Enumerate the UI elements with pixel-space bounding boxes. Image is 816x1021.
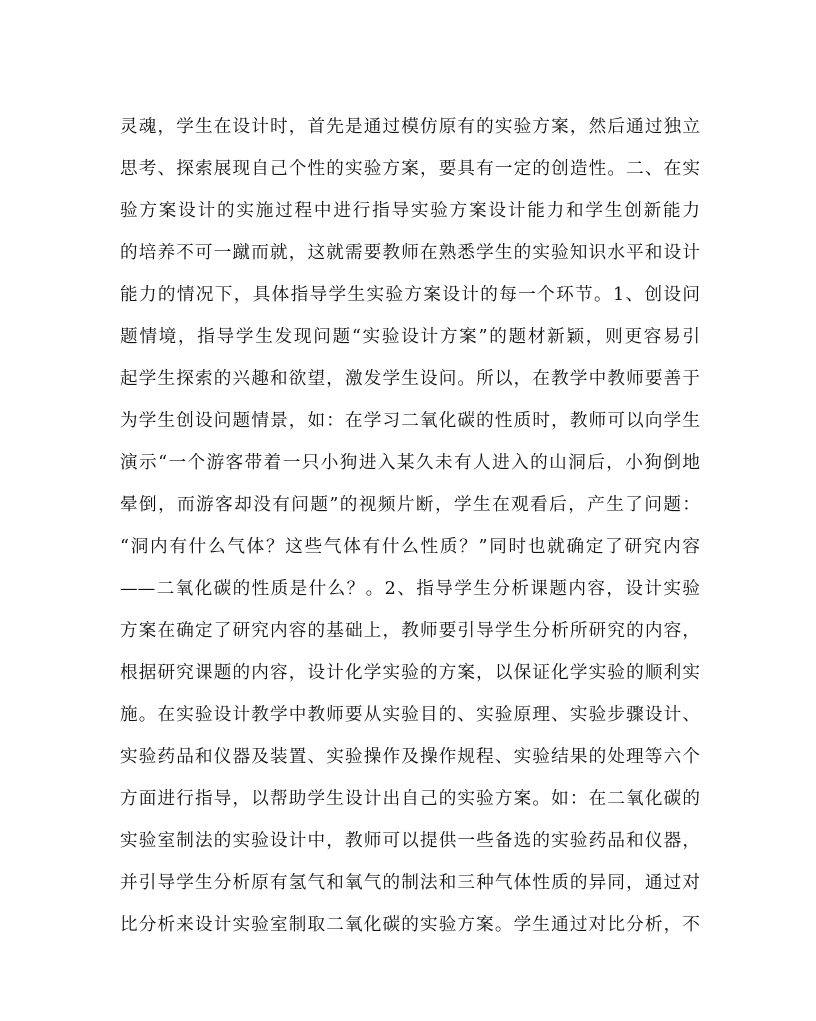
text-line: 演示“一个游客带着一只小狗进入某久未有人进入的山洞后，小狗倒地 [120, 453, 700, 473]
text-line: 的培养不可一蹴而就，这就需要教师在熟悉学生的实验知识水平和设计 [120, 243, 700, 263]
text-line: 并引导学生分析原有氢气和氧气的制法和三种气体性质的异同，通过对 [120, 873, 700, 893]
text-line: 方面进行指导，以帮助学生设计出自己的实验方案。如：在二氧化碳的 [120, 789, 700, 809]
text-line: 根据研究课题的内容，设计化学实验的方案，以保证化学实验的顺利实 [120, 663, 700, 683]
body-text [120, 106, 700, 946]
text-line: 为学生创设问题情景，如：在学习二氧化碳的性质时，教师可以向学生 [120, 411, 700, 431]
text-line: “洞内有什么气体？这些气体有什么性质？”同时也就确定了研究内容 [120, 537, 700, 557]
text-line: 灵魂，学生在设计时，首先是通过模仿原有的实验方案，然后通过独立 [120, 117, 700, 137]
text-line: 实验药品和仪器及装置、实验操作及操作规程、实验结果的处理等六个 [120, 747, 700, 767]
text-line: 方案在确定了研究内容的基础上，教师要引导学生分析所研究的内容， [120, 621, 700, 641]
text-line: 起学生探索的兴趣和欲望，激发学生设问。所以，在教学中教师要善于 [120, 369, 700, 389]
text-line: 能力的情况下，具体指导学生实验方案设计的每一个环节。1、创设问 [120, 285, 700, 305]
text-line: 实验室制法的实验设计中，教师可以提供一些备选的实验药品和仪器， [120, 831, 700, 851]
text-line: 晕倒，而游客却没有问题”的视频片断，学生在观看后，产生了问题： [120, 495, 700, 515]
text-line: 思考、探索展现自己个性的实验方案，要具有一定的创造性。二、在实 [120, 159, 700, 179]
text-line: 比分析来设计实验室制取二氧化碳的实验方案。学生通过对比分析，不 [120, 915, 700, 935]
text-line: ——二氧化碳的性质是什么？。2、指导学生分析课题内容，设计实验 [120, 579, 700, 599]
text-line: 题情境，指导学生发现问题“实验设计方案”的题材新颖，则更容易引 [120, 327, 700, 347]
text-line: 施。在实验设计教学中教师要从实验目的、实验原理、实验步骤设计、 [120, 705, 700, 725]
text-line: 验方案设计的实施过程中进行指导实验方案设计能力和学生创新能力 [120, 201, 700, 221]
